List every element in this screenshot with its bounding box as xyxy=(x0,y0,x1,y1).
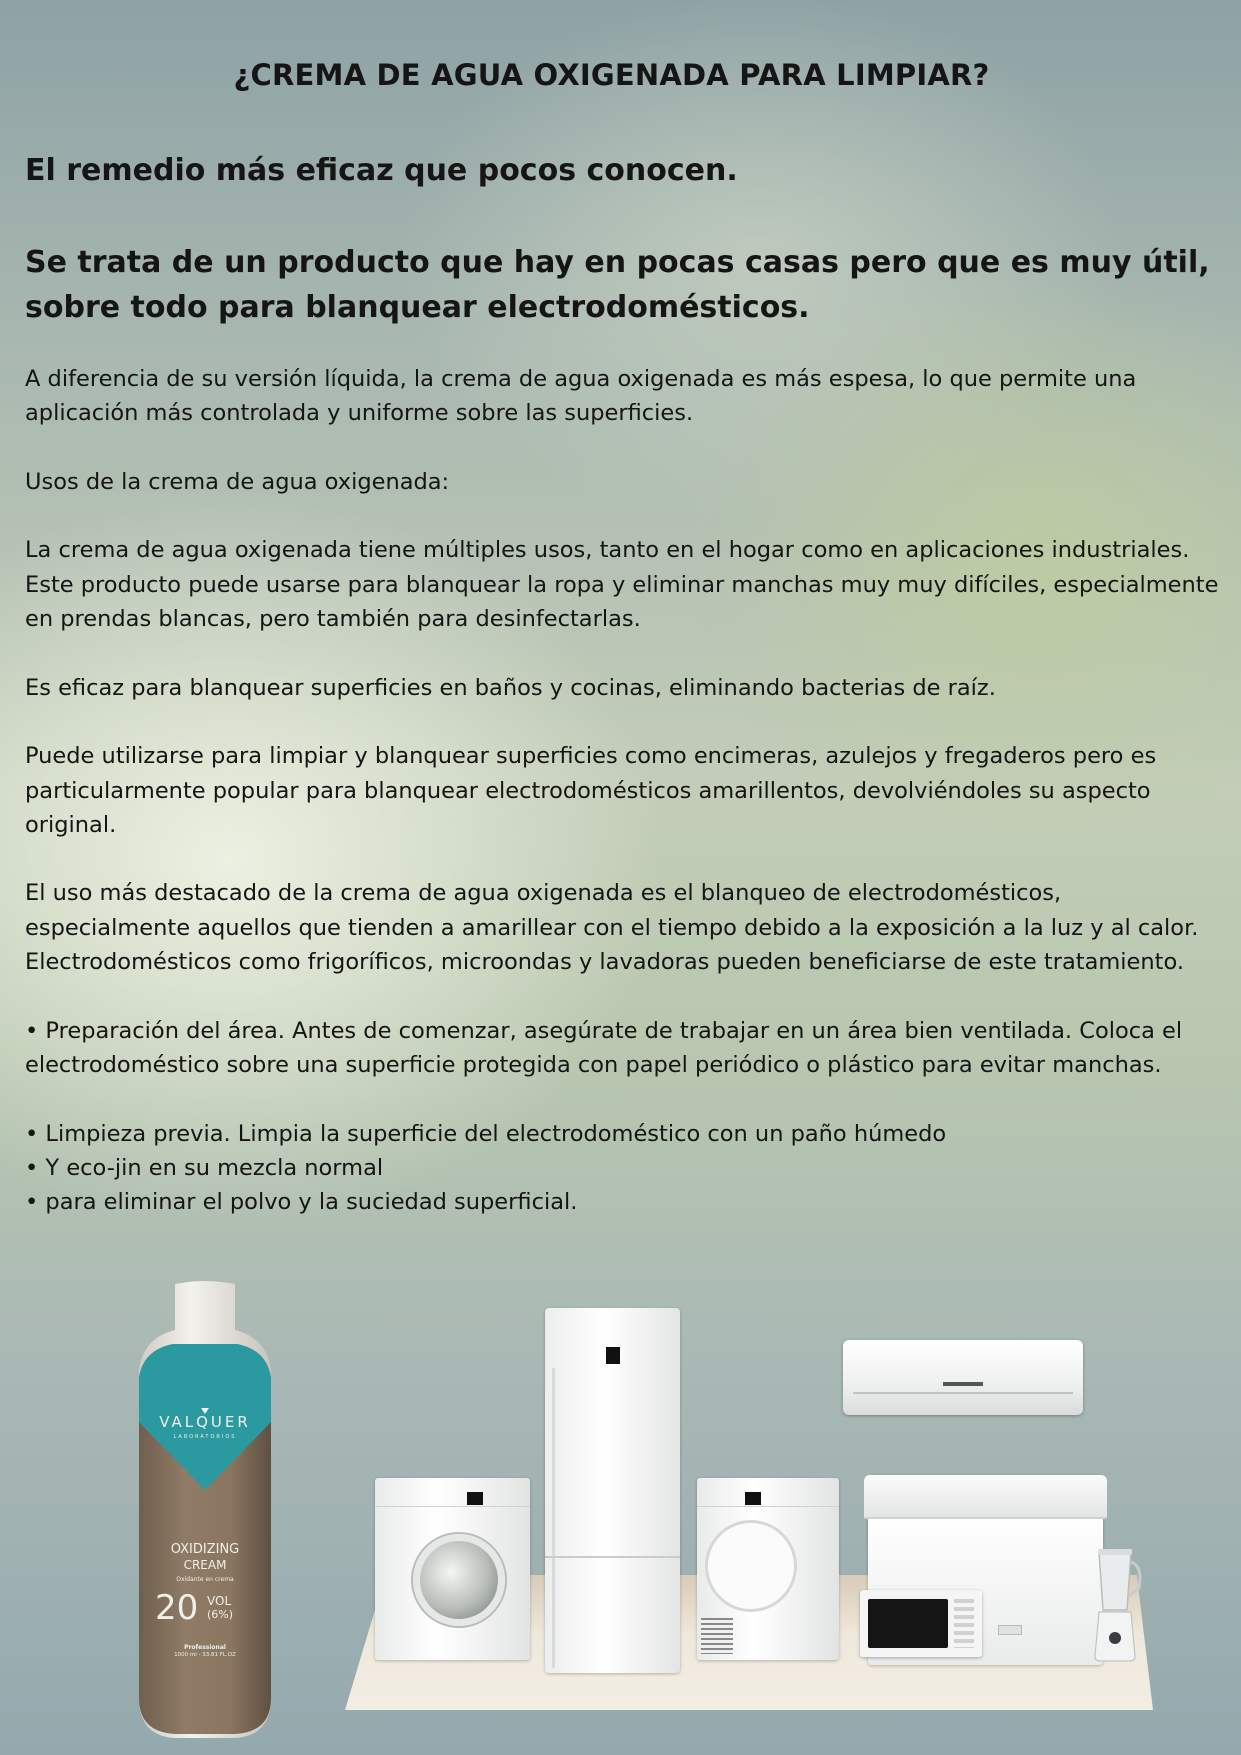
dryer-door xyxy=(705,1520,797,1612)
fridge-icon xyxy=(545,1308,680,1673)
air-conditioner-icon xyxy=(843,1340,1083,1415)
freezer-control xyxy=(998,1625,1022,1635)
dryer-icon xyxy=(697,1478,839,1660)
dryer-label xyxy=(701,1618,733,1654)
product-grade: Professional xyxy=(184,1644,226,1651)
fridge-display xyxy=(606,1347,620,1364)
washer-display xyxy=(467,1492,483,1505)
washer-door xyxy=(413,1534,505,1626)
article-body xyxy=(25,362,1225,1219)
product-strength: 20 xyxy=(155,1588,199,1628)
bullet-item: • Limpieza previa. Limpia la superficie del electrodoméstico con un paño húmedo xyxy=(25,1120,947,1147)
product-name-line1: OXIDIZING xyxy=(170,1542,240,1557)
paragraph-intro: A diferencia de su versión líquida, la crema de agua oxigenada es más espesa, lo que permite una aplicación más controlada y uniforme sobre las superficies. xyxy=(25,366,1137,427)
product-name-line2: CREAM xyxy=(183,1558,227,1572)
product-name-es: Oxidante en crema xyxy=(176,1576,234,1583)
blender-icon xyxy=(1085,1548,1145,1663)
paragraph-uses-heading: Usos de la crema de agua oxigenada: xyxy=(25,468,450,495)
product-percent: (6%) xyxy=(207,1608,234,1621)
product-volume: 1000 ml - 33.81 FL.OZ xyxy=(174,1652,236,1658)
subtitle-remedy: El remedio más eficaz que pocos conocen. xyxy=(25,153,738,188)
bullet-item: • para eliminar el polvo y la suciedad superficial. xyxy=(25,1189,578,1216)
product-vol-label: VOL xyxy=(207,1594,232,1608)
freezer-lid xyxy=(864,1475,1107,1519)
brand-name: VALQUER xyxy=(159,1413,251,1431)
dryer-panel xyxy=(697,1478,839,1507)
brand-subtitle: LABORATORIOS xyxy=(173,1434,237,1440)
paragraph-uses: La crema de agua oxigenada tiene múltiples usos, tanto en el hogar como en aplicaciones industriales. Este producto puede usarse para blanquear la ropa y eliminar manchas muy muy difíciles, especialmente en prendas blancas, pero también para desinfectarlas. xyxy=(25,537,1219,633)
washer-panel xyxy=(375,1478,530,1507)
page-title: ¿CREMA DE AGUA OXIGENADA PARA LIMPIAR? xyxy=(233,58,990,92)
microwave-window xyxy=(868,1599,948,1648)
microwave-icon xyxy=(860,1590,982,1657)
ac-display xyxy=(943,1382,983,1386)
paragraph-appliances: El uso más destacado de la crema de agua oxigenada es el blanqueo de electrodomésticos, especialmente aquellos que tienden a amarillear con el tiempo debido a la exposición a la luz y al calor. Electrodomésticos como frigoríficos, microondas y lavadoras pueden beneficiarse de este tratamiento. xyxy=(25,880,1199,976)
dryer-display xyxy=(745,1492,761,1505)
paragraph-surfaces: Puede utilizarse para limpiar y blanquear superficies como encimeras, azulejos y fregaderos pero es particularmente popular para blanquear electrodomésticos amarillentos, devolviéndoles su aspecto original. xyxy=(25,743,1157,838)
appliances-illustration xyxy=(0,1270,1241,1755)
bullet-item: • Y eco-jin en su mezcla normal xyxy=(25,1154,384,1181)
subtitle-product: Se trata de un producto que hay en pocas casas pero que es muy útil, sobre todo para blanquear electrodomésticos. xyxy=(25,245,1210,325)
ac-vent xyxy=(853,1392,1073,1394)
paragraph-preparation: • Preparación del área. Antes de comenzar, asegúrate de trabajar en un área bien ventilada. Coloca el electrodoméstico sobre una superficie protegida con papel periódico o plástico para evitar manchas. xyxy=(25,1017,1183,1078)
fridge-handle xyxy=(552,1368,555,1668)
microwave-keypad xyxy=(954,1599,974,1648)
washing-machine-icon xyxy=(375,1478,530,1660)
paragraph-bathrooms: Es eficaz para blanquear superficies en baños y cocinas, eliminando bacterias de raíz. xyxy=(25,674,996,701)
fridge-door-split xyxy=(545,1556,680,1558)
product-label xyxy=(135,1280,275,1740)
